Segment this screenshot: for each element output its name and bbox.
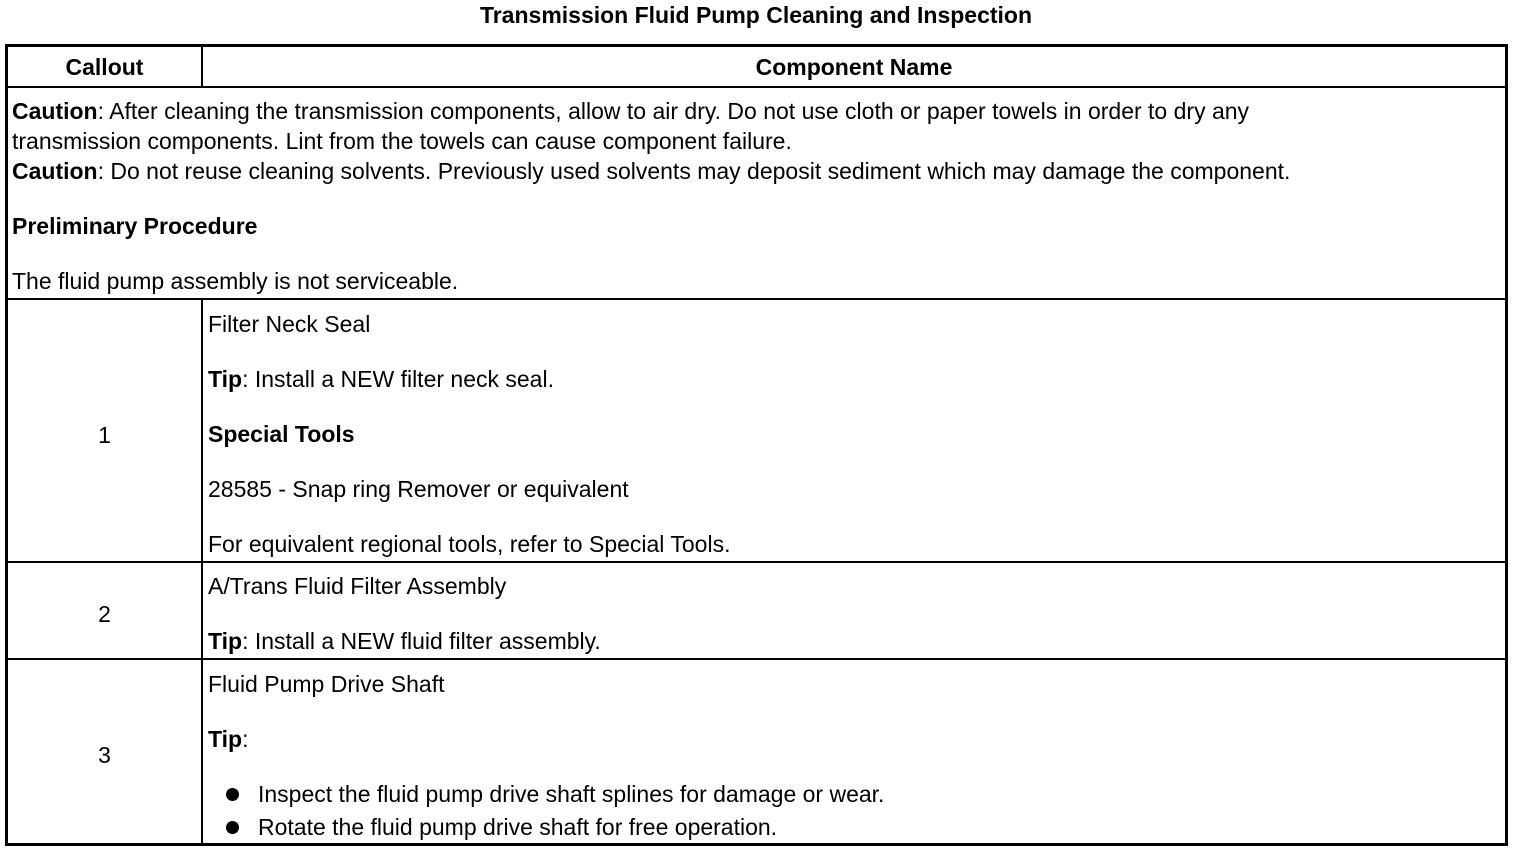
row-divider (8, 298, 1505, 300)
page-title: Transmission Fluid Pump Cleaning and Inspection (479, 2, 1033, 28)
tip-text: Install a NEW filter neck seal. (254, 366, 554, 392)
procedure-table (5, 44, 1508, 846)
preliminary-text: The fluid pump assembly is not serviceable. (12, 268, 459, 294)
row-divider (8, 658, 1505, 660)
caution-1-line-2: transmission components. Lint from the towels can cause component failure. (12, 128, 792, 154)
caution-label: Caution (12, 158, 98, 184)
tip-label: Tip (208, 726, 243, 752)
callout-number: 1 (98, 422, 111, 448)
special-tools-heading: Special Tools (208, 421, 355, 447)
tip-label: Tip (208, 628, 243, 654)
tip: Tip: Install a NEW fluid filter assembly. (208, 628, 601, 654)
preliminary-heading: Preliminary Procedure (12, 213, 258, 239)
caution-1-line-1: Caution: After cleaning the transmission components, allow to air dry. Do not use cloth or paper towels in order to dry any (12, 98, 1250, 124)
component-name: Filter Neck Seal (208, 311, 371, 337)
component-name: Fluid Pump Drive Shaft (208, 671, 445, 697)
caution-1-text: After cleaning the transmission components, allow to air dry. Do not use cloth or paper towels in order to dry any (109, 98, 1250, 124)
list-item: Inspect the fluid pump drive shaft splines for damage or wear. (258, 781, 885, 807)
header-callout: Callout (65, 54, 144, 80)
list-item: Rotate the fluid pump drive shaft for free operation. (258, 814, 778, 840)
tools-note: For equivalent regional tools, refer to Special Tools. (208, 531, 731, 557)
tip-text: Install a NEW fluid filter assembly. (254, 628, 601, 654)
caution-label: Caution (12, 98, 98, 124)
bullet-icon (226, 821, 239, 834)
row-divider (8, 561, 1505, 563)
tip-label: Tip (208, 366, 243, 392)
callout-number: 2 (98, 601, 111, 627)
header-divider (8, 86, 1505, 88)
column-divider (201, 298, 203, 843)
caution-2: Caution: Do not reuse cleaning solvents. Previously used solvents may deposit sediment which may damage the component. (12, 158, 1291, 184)
component-name: A/Trans Fluid Filter Assembly (208, 573, 507, 599)
tip: Tip: (208, 726, 249, 752)
header-component-name: Component Name (755, 54, 953, 80)
tip: Tip: Install a NEW filter neck seal. (208, 366, 554, 392)
special-tool-item: 28585 - Snap ring Remover or equivalent (208, 476, 629, 502)
bullet-icon (226, 788, 239, 801)
caution-2-text: Do not reuse cleaning solvents. Previously used solvents may deposit sediment which may damage the component. (110, 158, 1291, 184)
callout-number: 3 (98, 742, 111, 768)
